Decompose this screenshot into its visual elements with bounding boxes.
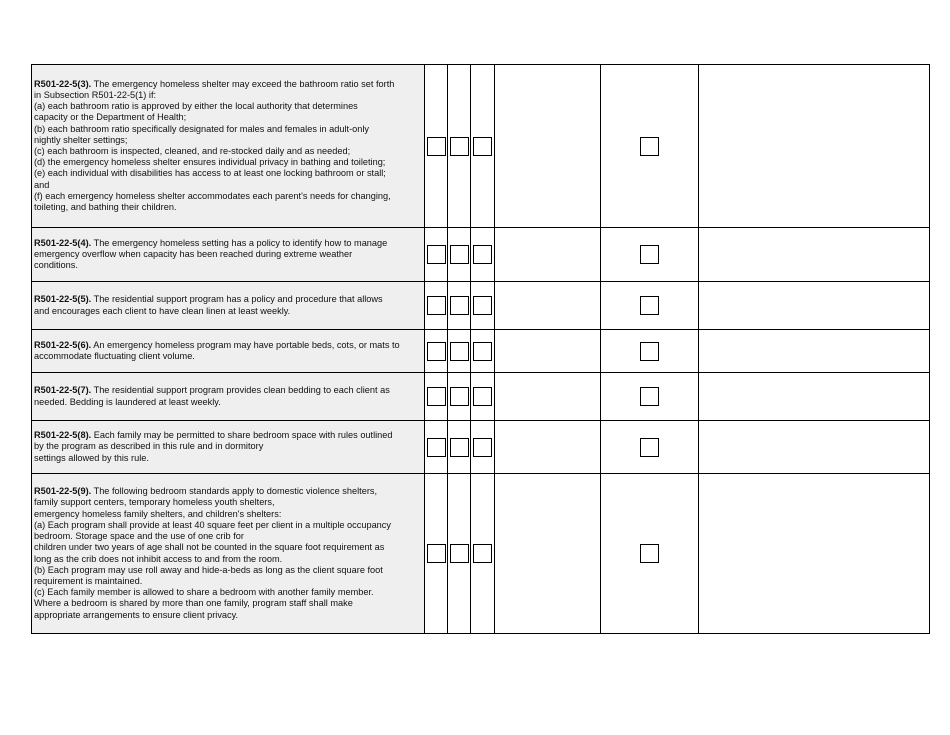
rule-text: bedroom. Storage space and the use of one crib for bbox=[34, 531, 244, 542]
checkbox[interactable] bbox=[473, 245, 492, 264]
checkbox[interactable] bbox=[473, 137, 492, 156]
check-cell bbox=[471, 65, 495, 228]
checkbox[interactable] bbox=[427, 342, 446, 361]
rule-code: R501-22-5(4). bbox=[34, 237, 92, 248]
rule-text: conditions. bbox=[34, 260, 78, 271]
checkbox[interactable] bbox=[427, 245, 446, 264]
rule-code: R501-22-5(7). bbox=[34, 385, 92, 396]
checkbox[interactable] bbox=[640, 342, 659, 361]
check-cell bbox=[471, 421, 495, 474]
rule-cell bbox=[32, 228, 425, 282]
rule-text: (e) each individual with disabilities has access to at least one locking bathroom or stall; bbox=[34, 168, 386, 179]
checkbox[interactable] bbox=[473, 387, 492, 406]
rule-text: and bbox=[34, 179, 50, 190]
notes-cell[interactable] bbox=[495, 373, 601, 421]
rule-text: toileting, and bathing their children. bbox=[34, 202, 177, 213]
check-cell bbox=[471, 282, 495, 330]
check-cell bbox=[471, 373, 495, 421]
checkbox[interactable] bbox=[640, 544, 659, 563]
comments-cell[interactable] bbox=[699, 330, 930, 373]
notes-cell[interactable] bbox=[495, 474, 601, 634]
rule-cell bbox=[32, 65, 425, 228]
checkbox[interactable] bbox=[427, 438, 446, 457]
notes-cell[interactable] bbox=[495, 330, 601, 373]
rule-code: R501-22-5(8). bbox=[34, 430, 92, 441]
checkbox[interactable] bbox=[640, 137, 659, 156]
checkbox[interactable] bbox=[427, 544, 446, 563]
rule-text: capacity or the Department of Health; bbox=[34, 112, 187, 123]
inspection-checklist-table bbox=[31, 64, 930, 634]
rule-text: needed. Bedding is laundered at least weekly. bbox=[34, 396, 221, 407]
check-cell bbox=[471, 330, 495, 373]
check-cell bbox=[601, 65, 699, 228]
rule-text: accommodate fluctuating client volume. bbox=[34, 351, 195, 361]
rule-text: The residential support program has a policy and procedure that allows bbox=[91, 294, 383, 305]
notes-cell[interactable] bbox=[495, 421, 601, 474]
rule-cell bbox=[32, 421, 425, 474]
rule-text: (a) each bathroom ratio is approved by either the local authority that determines bbox=[34, 101, 358, 112]
comments-cell[interactable] bbox=[699, 228, 930, 282]
checkbox[interactable] bbox=[640, 387, 659, 406]
rule-text: The emergency homeless setting has a policy to identify how to manage bbox=[91, 237, 388, 248]
rule-text: (f) each emergency homeless shelter accommodates each parent's needs for changing, bbox=[34, 190, 391, 201]
rule-text: in Subsection R501-22-5(1) if: bbox=[34, 89, 157, 100]
comments-cell[interactable] bbox=[699, 282, 930, 330]
checkbox[interactable] bbox=[640, 438, 659, 457]
table-row bbox=[32, 228, 930, 282]
checkbox[interactable] bbox=[473, 544, 492, 563]
rule-text: nightly shelter settings; bbox=[34, 134, 128, 145]
checkbox[interactable] bbox=[450, 387, 469, 406]
rule-text: emergency homeless family shelters, and children's shelters: bbox=[34, 508, 282, 519]
check-cell bbox=[601, 282, 699, 330]
comments-cell[interactable] bbox=[699, 421, 930, 474]
rule-text: appropriate arrangements to ensure client privacy. bbox=[34, 609, 239, 620]
check-cell bbox=[448, 282, 471, 330]
check-cell bbox=[425, 330, 448, 373]
rule-text: by the program as described in this rule and in dormitory bbox=[34, 441, 264, 452]
check-cell bbox=[471, 228, 495, 282]
check-cell bbox=[601, 330, 699, 373]
notes-cell[interactable] bbox=[495, 282, 601, 330]
check-cell bbox=[448, 474, 471, 634]
rule-text: Each family may be permitted to share bedroom space with rules outlined bbox=[91, 430, 393, 441]
check-cell bbox=[601, 421, 699, 474]
checkbox[interactable] bbox=[450, 296, 469, 315]
check-cell bbox=[448, 421, 471, 474]
comments-cell[interactable] bbox=[699, 373, 930, 421]
check-cell bbox=[425, 65, 448, 228]
rule-text: long as the crib does not inhibit access to and from the room. bbox=[34, 553, 283, 564]
check-cell bbox=[448, 330, 471, 373]
rule-text: (b) each bathroom ratio specifically designated for males and females in adult-only bbox=[34, 123, 370, 134]
rule-cell bbox=[32, 474, 425, 634]
checkbox[interactable] bbox=[473, 342, 492, 361]
check-cell bbox=[448, 65, 471, 228]
rule-text: emergency overflow when capacity has been reached during extreme weather bbox=[34, 248, 353, 259]
rule-text: The following bedroom standards apply to domestic violence shelters, bbox=[91, 486, 378, 497]
notes-cell[interactable] bbox=[495, 228, 601, 282]
check-cell bbox=[425, 421, 448, 474]
check-cell bbox=[448, 373, 471, 421]
rule-cell bbox=[32, 330, 425, 373]
checkbox[interactable] bbox=[473, 296, 492, 315]
checkbox[interactable] bbox=[427, 296, 446, 315]
rule-text: (d) the emergency homeless shelter ensures individual privacy in bathing and toileting; bbox=[34, 157, 386, 168]
comments-cell[interactable] bbox=[699, 65, 930, 228]
rule-code: R501-22-5(3). bbox=[34, 78, 92, 89]
checkbox[interactable] bbox=[427, 387, 446, 406]
check-cell bbox=[425, 373, 448, 421]
rule-code: R501-22-5(5). bbox=[34, 294, 92, 305]
rule-text: requirement is maintained. bbox=[34, 575, 143, 586]
rule-code: R501-22-5(9). bbox=[34, 486, 92, 497]
table-row bbox=[32, 474, 930, 634]
checkbox[interactable] bbox=[450, 137, 469, 156]
checkbox[interactable] bbox=[640, 245, 659, 264]
checklist-body bbox=[32, 65, 930, 634]
check-cell bbox=[448, 228, 471, 282]
table-row bbox=[32, 421, 930, 474]
rule-text: (c) each bathroom is inspected, cleaned, and re-stocked daily and as needed; bbox=[34, 146, 351, 156]
checkbox[interactable] bbox=[427, 137, 446, 156]
rule-text: The residential support program provides clean bedding to each client as bbox=[91, 385, 390, 396]
rule-text: and encourages each client to have clean linen at least weekly. bbox=[34, 305, 291, 316]
rule-cell bbox=[32, 373, 425, 421]
rule-text: Where a bedroom is shared by more than one family, program staff shall make bbox=[34, 598, 353, 609]
check-cell bbox=[425, 282, 448, 330]
check-cell bbox=[601, 474, 699, 634]
check-cell bbox=[425, 228, 448, 282]
checkbox[interactable] bbox=[473, 438, 492, 457]
table-row bbox=[32, 282, 930, 330]
checkbox[interactable] bbox=[450, 544, 469, 563]
rule-text: An emergency homeless program may have portable beds, cots, or mats to bbox=[91, 339, 400, 350]
table-row bbox=[32, 373, 930, 421]
table-row bbox=[32, 65, 930, 228]
check-cell bbox=[601, 373, 699, 421]
checkbox[interactable] bbox=[450, 245, 469, 264]
checkbox[interactable] bbox=[640, 296, 659, 315]
rule-text: settings allowed by this rule. bbox=[34, 452, 149, 463]
check-cell bbox=[425, 474, 448, 634]
rule-text: (c) Each family member is allowed to share a bedroom with another family member. bbox=[34, 587, 374, 598]
rule-text: family support centers, temporary homeless youth shelters, bbox=[34, 497, 275, 508]
check-cell bbox=[601, 228, 699, 282]
rule-cell bbox=[32, 282, 425, 330]
rule-text: The emergency homeless shelter may exceed the bathroom ratio set forth bbox=[91, 78, 395, 89]
rule-text: children under two years of age shall not be counted in the square foot requirement as bbox=[34, 542, 385, 553]
rule-text: (a) Each program shall provide at least 40 square feet per client in a multiple occupancy bbox=[34, 519, 391, 530]
rule-code: R501-22-5(6). bbox=[34, 339, 92, 350]
check-cell bbox=[471, 474, 495, 634]
rule-text: (b) Each program may use roll away and hide-a-beds as long as the client square foot bbox=[34, 564, 383, 575]
comments-cell[interactable] bbox=[699, 474, 930, 634]
checkbox[interactable] bbox=[450, 342, 469, 361]
notes-cell[interactable] bbox=[495, 65, 601, 228]
checkbox[interactable] bbox=[450, 438, 469, 457]
table-row bbox=[32, 330, 930, 373]
